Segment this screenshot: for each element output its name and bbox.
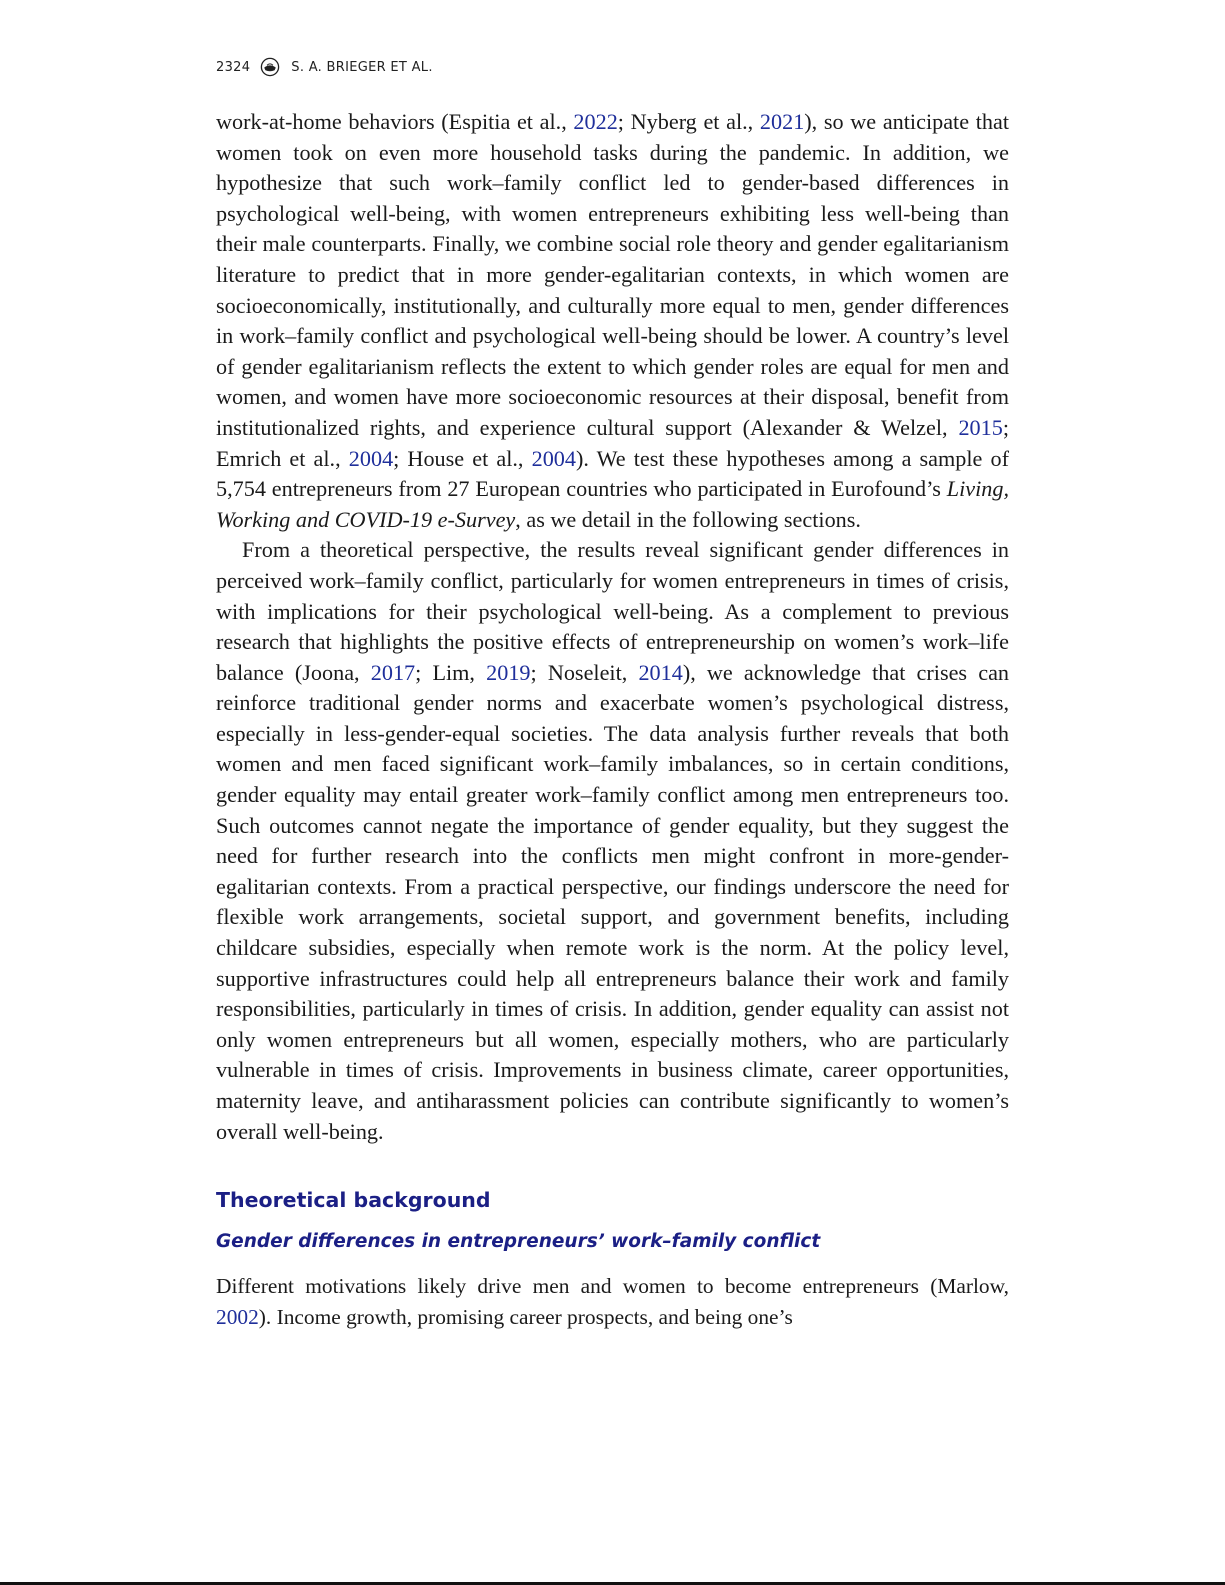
citation-link[interactable]: 2022 <box>573 109 618 134</box>
paragraph-2: From a theoretical perspective, the results reveal significant gender differences in perceived work–family conflict, particularly for women entrepreneurs in times of crisis, with implications for their psychological well-being. As a complement to previous research that highlights the positive effects of entrepreneurship on women’s work–life balance (Joona, 2017; Lim, 2019; Noseleit, 2014), we acknowledge that crises can reinforce traditional gender norms and exacerbate women’s psychological distress, especially in less-gender-equal societies. The data analysis further reveals that both women and men faced significant work–family imbalances, so in certain conditions, gender equality may entail greater work–family conflict among men entrepreneurs too. Such outcomes cannot negate the importance of gender equality, but they suggest the need for further research into the conflicts men might confront in more-gender-egalitarian contexts. From a practical perspective, our findings underscore the need for flexible work arrangements, societal support, and government benefits, including childcare subsidies, especially when remote work is the norm. At the policy level, supportive infrastructures could help all entrepreneurs balance their work and family responsibilities, particularly in times of crisis. In addition, gender equality can assist not only women entrepreneurs but all women, especially mothers, who are particularly vulnerable in times of crisis. Improvements in business climate, career opportunities, maternity leave, and antiharassment policies can contribute significantly to women’s overall well-being. <box>216 537 1010 1144</box>
citation-link[interactable]: 2021 <box>759 109 805 134</box>
survey-title: Living, Working and COVID-19 e-Survey <box>216 476 1009 532</box>
running-head-authors: S. A. BRIEGER ET AL. <box>291 59 433 75</box>
citation-link[interactable]: 2004 <box>531 445 576 471</box>
citation-link[interactable]: 2015 <box>958 414 1003 440</box>
citation-link[interactable]: 2014 <box>638 659 683 685</box>
running-head <box>216 56 433 78</box>
page-number: 2324 <box>216 59 251 75</box>
paragraph-3: Different motivations likely drive men and women to become entrepreneurs (Marlow, 2002). Income growth, promising career prospects, and being one’s <box>216 1274 1009 1329</box>
publisher-logo-icon <box>260 57 280 77</box>
paragraph-1: work-at-home behaviors (Espitia et al., 2022; Nyberg et al., 2021), so we anticipate that women took on even more household tasks during the pandemic. In addition, we hypothesize that such work–family conflict led to gender-based differences in psychological well-being, with women entrepreneurs exhibiting less well-being than their male counterparts. Finally, we combine social role theory and gender egalitarianism literature to predict that in more gender-egalitarian contexts, in which women are socioeconomically, institutionally, and culturally more equal to men, gender differences in work–family conflict and psychological well-being should be lower. A country’s level of gender egalitarianism reflects the extent to which gender roles are equal for men and women, and women have more socioeconomic resources at their disposal, benefit from institutionalized rights, and experience cultural support (Alexander & Welzel, 2015; Emrich et al., 2004; House et al., 2004). We test these hypotheses among a sample of 5,754 entrepreneurs from 27 European countries who participated in Eurofound’s Living, Working and COVID-19 e-Survey, as we detail in the following sections. <box>216 109 1009 532</box>
citation-link[interactable]: 2017 <box>370 659 416 685</box>
section-heading: Theoretical background <box>216 1188 491 1213</box>
article-body <box>216 107 1009 1332</box>
citation-link[interactable]: 2004 <box>348 445 394 471</box>
citation-link[interactable]: 2019 <box>486 659 531 685</box>
citation-link[interactable]: 2002 <box>216 1304 259 1329</box>
subsection-heading: Gender differences in entrepreneurs’ work–family conflict <box>216 1231 821 1253</box>
